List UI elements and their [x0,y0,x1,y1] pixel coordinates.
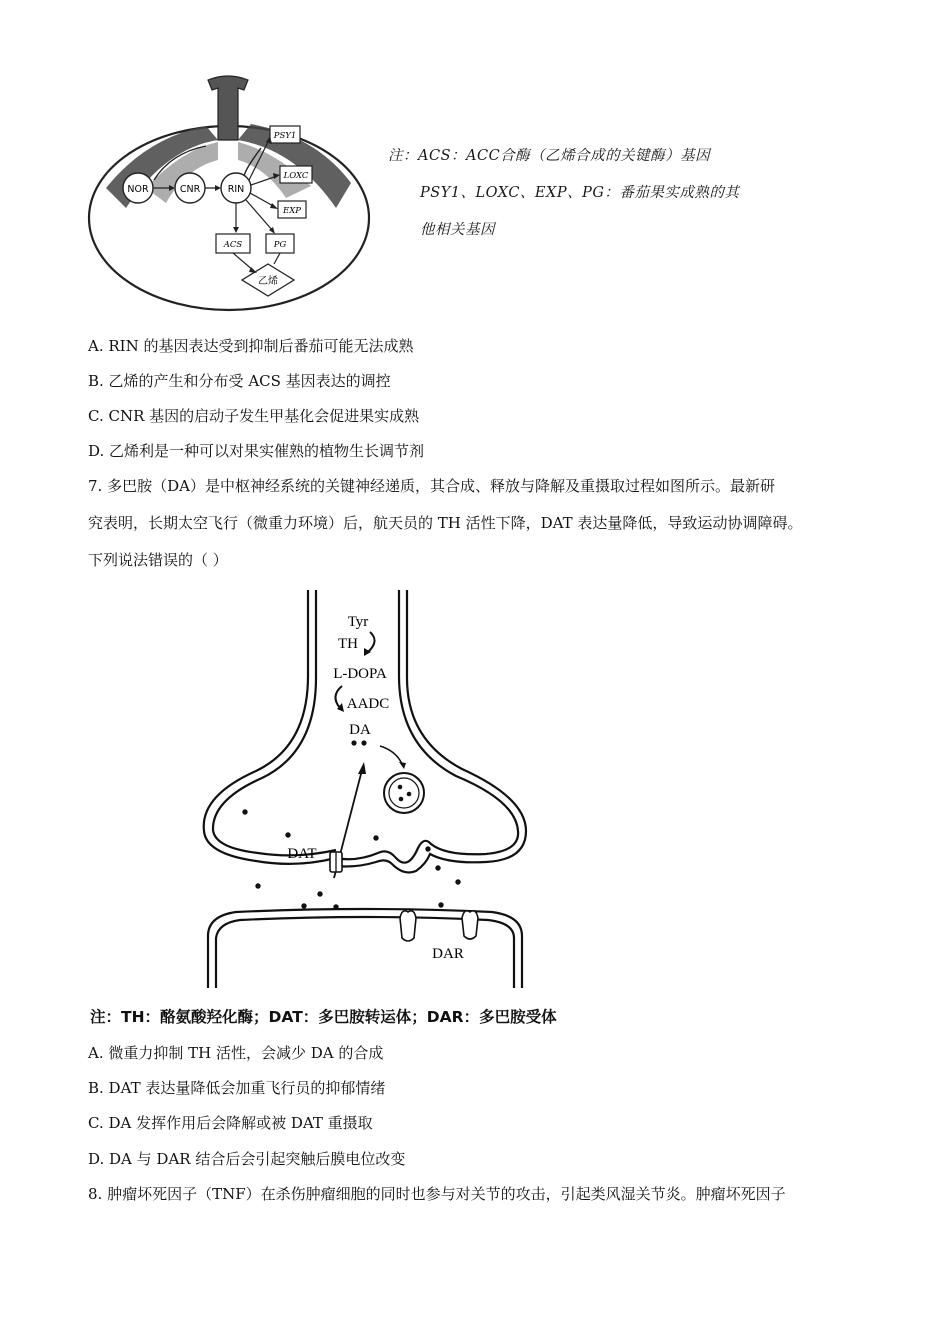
rin-label: RIN [227,184,245,195]
dopamine-synapse-diagram [196,586,536,991]
pg-label: PG [273,240,287,250]
q6-option-b: B. 乙烯的产生和分布受 ACS 基因表达的调控 [88,372,391,390]
nor-label: NOR [127,184,149,195]
note1-line: 注：ACS：ACC合酶（乙烯合成的关键酶）基因 [388,148,711,164]
q7-stem-line: 究表明，长期太空飞行（微重力环境）后，航天员的 TH 活性下降，DAT 表达量降低，导致运动协调障碍。 [88,514,803,532]
aadc-label: AADC [346,696,390,712]
figure1-note [388,138,740,249]
dat-label: DAT [287,846,317,862]
q7-option-b: B. DAT 表达量降低会加重飞行员的抑郁情绪 [88,1079,386,1097]
acs-label: ACS [223,240,243,250]
da-label: DA [349,722,371,738]
note1-line: 他相关基因 [420,222,495,238]
cnr-label: CNR [179,184,201,195]
synaptic-vesicle-inner [389,778,419,808]
ethylene-label: 乙烯 [258,276,278,287]
psy1-label: PSY1 [273,131,297,141]
ripening-regulation-diagram [86,68,376,313]
q6-option-a: A. RIN 的基因表达受到抑制后番茄可能无法成熟 [88,337,414,355]
da-molecule [351,740,356,745]
synaptic-vesicle [384,773,424,813]
dar-label: DAR [432,946,464,962]
stem-shape [208,76,248,140]
presynaptic-membrane-inner [213,590,336,855]
dar-receptor [462,911,478,939]
vesicle-arrow [380,746,402,764]
th-arrow [368,632,375,652]
loxc-label: LOXC [283,171,309,181]
q7-stem-line: 下列说法错误的（ ） [88,551,228,569]
figure2-note: 注：TH：酪氨酸羟化酶；DAT：多巴胺转运体；DAR：多巴胺受体 [90,1008,557,1026]
ldopa-label: L-DOPA [333,666,387,682]
da-molecule [361,740,366,745]
th-label: TH [338,636,358,652]
note1-line: PSY1、LOXC、EXP、PG：番茄果实成熟的其 [420,185,740,201]
q7-option-a: A. 微重力抑制 TH 活性，会减少 DA 的合成 [88,1044,384,1062]
q6-option-c: C. CNR 基因的启动子发生甲基化会促进果实成熟 [88,407,420,425]
q6-option-d: D. 乙烯利是一种可以对果实催熟的植物生长调节剂 [88,442,425,460]
q8-stem-line: 8. 肿瘤坏死因子（TNF）在杀伤肿瘤细胞的同时也参与对关节的攻击，引起类风湿关节炎。肿瘤坏死因子 [88,1185,786,1203]
fruit-outline [89,126,369,310]
dar-receptor [400,911,416,941]
tyr-label: Tyr [347,614,369,630]
q7-option-c: C. DA 发挥作用后会降解或被 DAT 重摄取 [88,1114,373,1132]
q7-option-d: D. DA 与 DAR 结合后会引起突触后膜电位改变 [88,1150,406,1168]
exp-label: EXP [283,206,301,216]
q7-stem-line: 7. 多巴胺（DA）是中枢神经系统的关键神经递质，其合成、释放与降解及重摄取过程如图所示。最新研 [88,477,775,495]
